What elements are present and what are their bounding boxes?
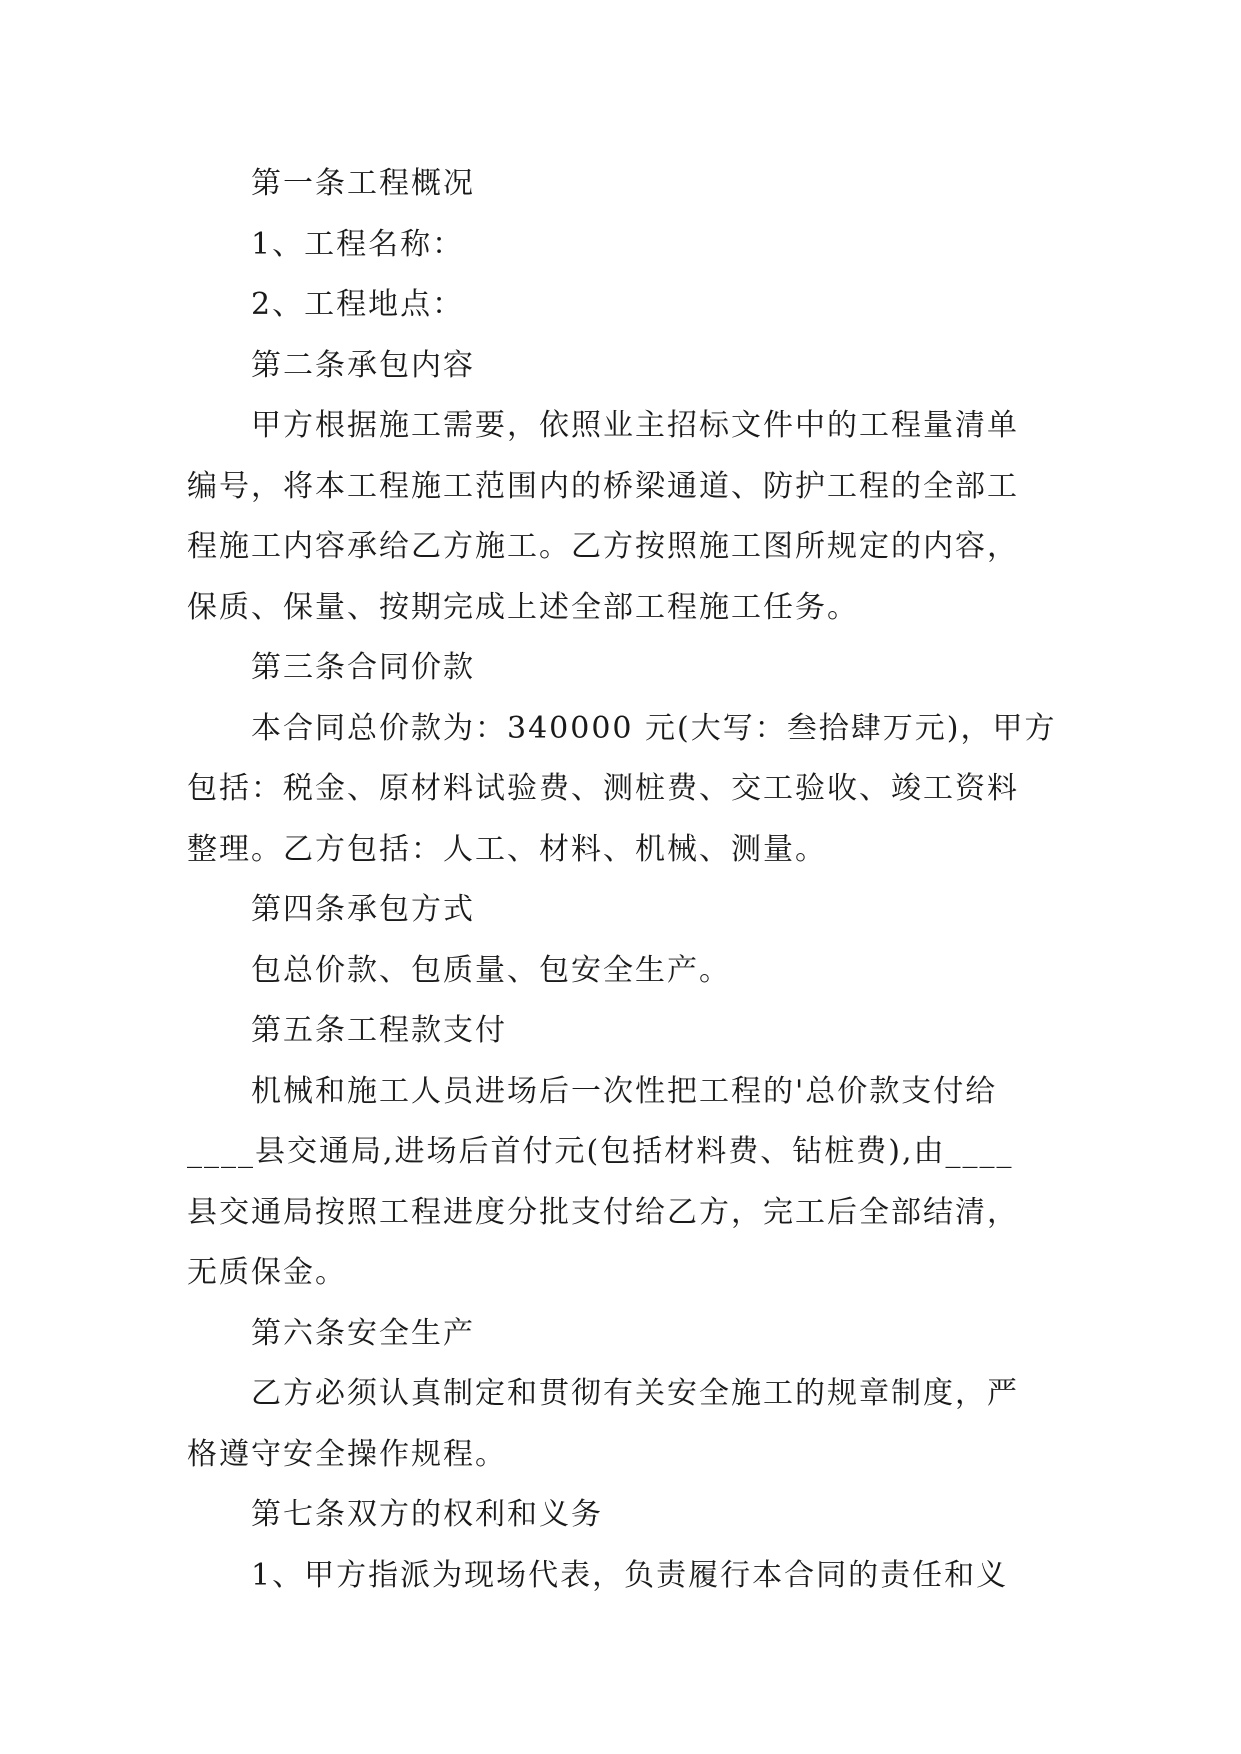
project-name-line: 1、工程名称： — [251, 226, 465, 262]
article-1-heading: 第一条工程概况 — [251, 166, 475, 201]
paragraph-line: 1、甲方指派为现场代表，负责履行本合同的责任和义 — [251, 1557, 1009, 1593]
paragraph-line: 县交通局按照工程进度分批支付给乙方，完工后全部结清， — [187, 1194, 1019, 1230]
paragraph-line: 甲方根据施工需要，依照业主招标文件中的工程量清单 — [251, 408, 1019, 443]
article-3-heading: 第三条合同价款 — [251, 650, 475, 685]
article-6-heading: 第六条安全生产 — [251, 1315, 475, 1351]
paragraph-line: 编号，将本工程施工范围内的桥梁通道、防护工程的全部工 — [187, 468, 1019, 504]
paragraph-line: 格遵守安全操作规程。 — [187, 1436, 507, 1472]
article-5-heading: 第五条工程款支付 — [251, 1013, 507, 1048]
document-body — [187, 154, 1057, 1606]
paragraph-line: 乙方必须认真制定和贯彻有关安全施工的规章制度，严 — [251, 1376, 1019, 1411]
paragraph-line: 保质、保量、按期完成上述全部工程施工任务。 — [187, 589, 859, 625]
article-2-heading: 第二条承包内容 — [251, 347, 475, 383]
paragraph-line: 包总价款、包质量、包安全生产。 — [251, 952, 731, 988]
project-location-line: 2、工程地点： — [251, 287, 465, 322]
paragraph-line: 机械和施工人员进场后一次性把工程的'总价款支付给 — [251, 1073, 998, 1109]
paragraph-line: 包括：税金、原材料试验费、测桩费、交工验收、竣工资料 — [187, 771, 1019, 806]
paragraph-line: 本合同总价款为：340000 元(大写：叁拾肆万元)，甲方 — [251, 710, 1057, 746]
article-4-heading: 第四条承包方式 — [251, 892, 475, 927]
paragraph-line: 程施工内容承给乙方施工。乙方按照施工图所规定的内容， — [187, 529, 1019, 564]
paragraph-line: 整理。乙方包括：人工、材料、机械、测量。 — [187, 831, 827, 867]
paragraph-line: ____县交通局,进场后首付元(包括材料费、钻桩费),由____ — [187, 1134, 1014, 1169]
paragraph-line: 无质保金。 — [187, 1255, 347, 1290]
article-7-heading: 第七条双方的权利和义务 — [251, 1497, 603, 1532]
